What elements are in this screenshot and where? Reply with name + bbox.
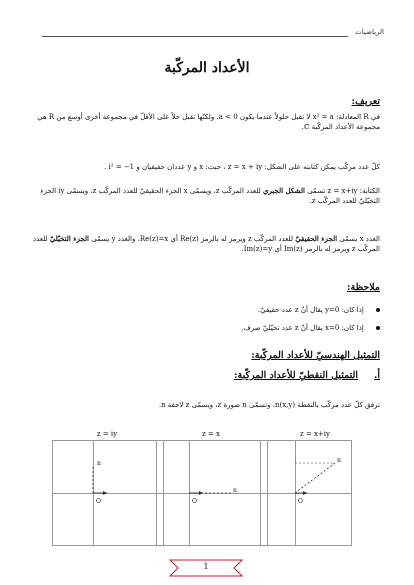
p3-bold: الشكل الجبري — [262, 186, 305, 195]
p3-prefix: الكتابة: z = x+iy تسمّى — [307, 187, 380, 195]
course-label: الرياضيات — [355, 28, 384, 36]
point-label: n — [337, 457, 341, 464]
geo-sub-heading: التمثيل النقطيّ للأعداد المركّبة: — [233, 370, 358, 381]
geo-sub-number: أ. — [374, 370, 380, 381]
note-heading: ملاحظة: — [346, 282, 380, 293]
origin-label: O — [96, 498, 101, 505]
definition-paragraph-2: كلّ عدد مركّب يمكن كتابته على الشكل: z = x + iy ، حيث: x و y عددان حقيقيان و i² = −1 . — [104, 163, 380, 171]
origin-label: O — [192, 498, 197, 505]
vector-diagram — [53, 441, 163, 545]
page-number: 1 — [203, 562, 209, 571]
p4-mid: للعدد المركّب z ويرمز له بالرمز Re(z) أي Re(z)=x، والعدد y يسمّى — [91, 235, 293, 243]
figure-imaginary — [52, 440, 164, 546]
bullet-icon — [376, 326, 380, 330]
figure-complex — [260, 440, 352, 546]
figure-title: z = iy — [96, 430, 118, 438]
figure-real — [156, 440, 268, 546]
figure-title: z = x — [202, 430, 220, 438]
note-item — [60, 324, 380, 332]
p4-bold-2: الجزء التخيّليّ — [49, 234, 90, 243]
p4-suffix: للعدد المركّب z ويرمز له بالرمز Im(z) أي Im(z)=y. — [32, 235, 380, 253]
definition-paragraph-4 — [30, 234, 380, 254]
geo-text: نرفق كلّ عدد مركّب بالنقطة n(x,y)، وتسمّى n صورة z، ويسمّى z لاحقة n. — [158, 401, 380, 409]
p4-prefix: العدد x يسمّى — [339, 235, 380, 243]
p4-bold-1: الجزء الحقيقيّ — [295, 234, 338, 243]
note-item-text: إذا كان: x=0 يقال أنّ z عدد تخيّليّ صرف. — [241, 324, 364, 332]
p3-suffix: للعدد المركّب z، ويسمّى x الجزء الحقيقيّ للعدد المركّب z، ويسمّى iy الجزء التخيّليّ للعدد المركّب z. — [40, 187, 380, 205]
figure-title: z = x+iy — [299, 430, 330, 438]
origin-label: O — [298, 498, 303, 505]
page-title: الأعداد المركّبة — [164, 60, 250, 76]
point-label: n — [97, 460, 101, 467]
definition-paragraph-3 — [30, 186, 380, 206]
definition-heading: تعريف: — [351, 96, 380, 107]
point-label: n — [233, 487, 237, 494]
vector-diagram — [157, 441, 267, 545]
header-rule — [42, 36, 348, 37]
geo-heading: التمثيل الهندسيّ للأعداد المركّبة: — [251, 350, 380, 361]
definition-paragraph-1: في R المعادلة: x² = a لا تقبل حلولاً عندما يكون a < 0. ولكنّها تقبل حلاً على الأقلّ في مجموعة أخرى أوسع من R هي مجموعة الأعداد المركّبة ℂ. — [37, 113, 380, 131]
bullet-icon — [376, 308, 380, 312]
note-item-text: إذا كان: y=0 يقال أنّ z عدد حقيقيّ. — [257, 306, 364, 314]
note-item — [60, 306, 380, 314]
